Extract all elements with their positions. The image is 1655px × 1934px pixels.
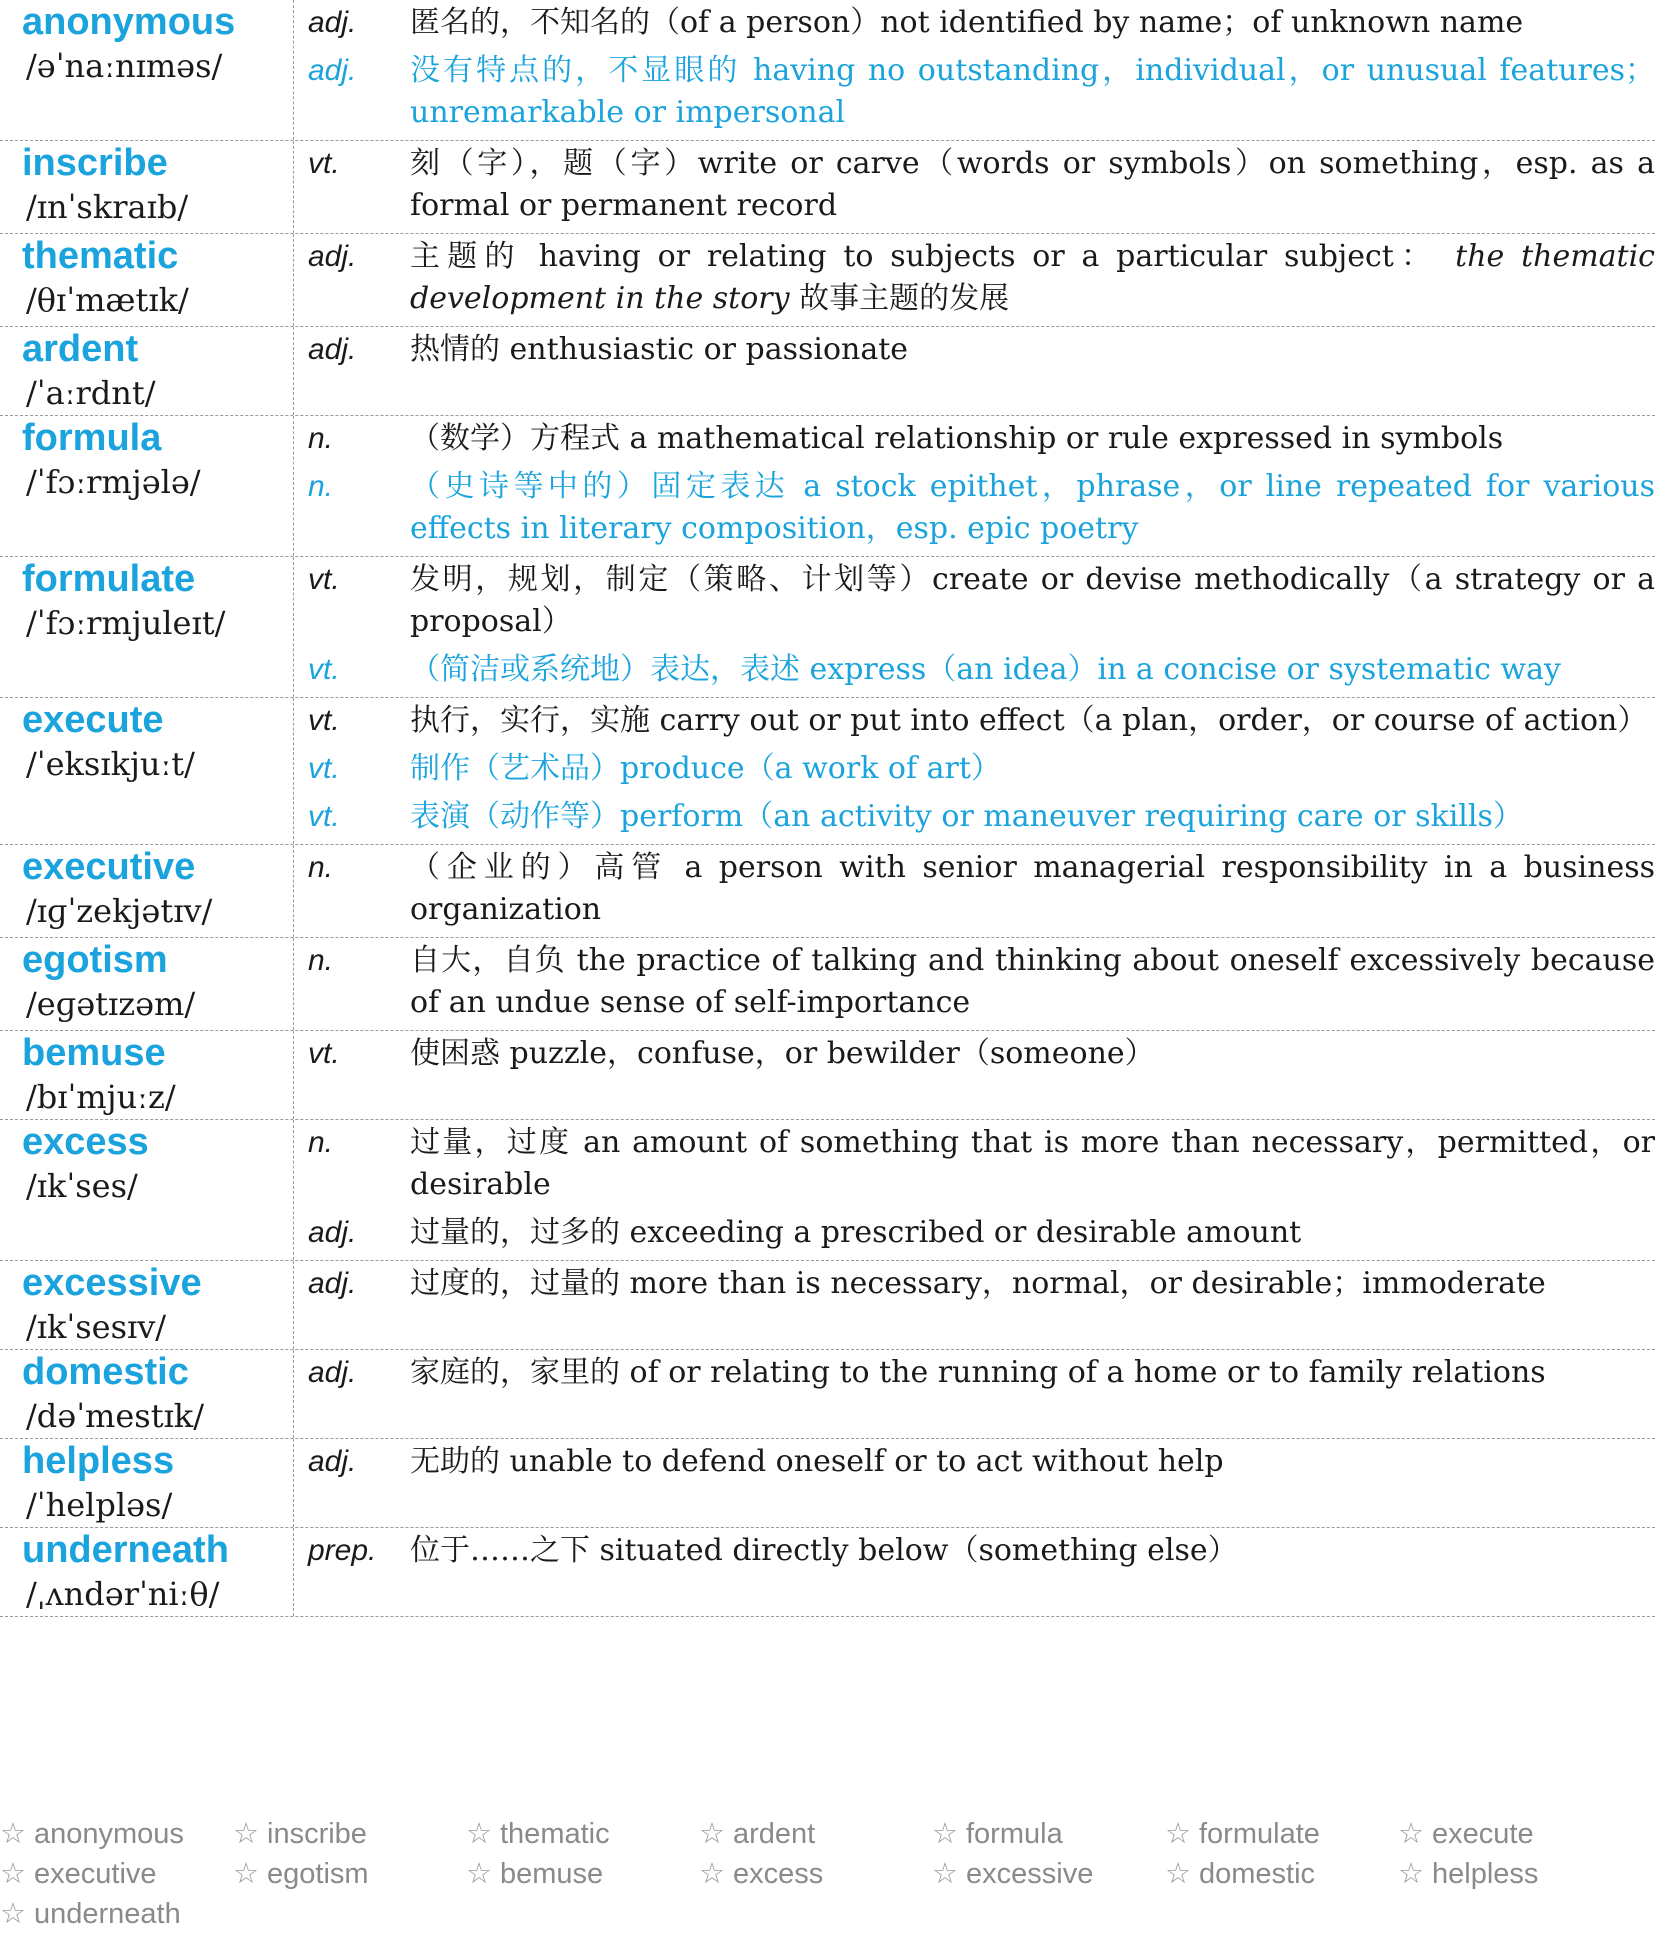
vocab-entry [0,141,1655,234]
headword-cell [0,1439,294,1527]
vocab-entry [0,0,1655,141]
pronunciation: /ɪkˈses/ [26,1167,138,1205]
sense [294,940,1655,1024]
sense [294,1263,1655,1305]
part-of-speech: adj. [308,1216,357,1249]
index-word: egotism [267,1858,369,1890]
definition-cell [294,1120,1655,1260]
definition-cell [294,557,1655,697]
star-icon: ☆ [0,1898,26,1930]
definition [410,466,1655,550]
part-of-speech: vt. [308,653,340,686]
definition-text: （简洁或系统地）表达，表述 express（an idea）in a concise or systematic way [410,652,1561,687]
index-item [466,1814,699,1854]
pronunciation: /ˈfɔːrmjələ/ [26,463,201,501]
part-of-speech: adj. [308,6,357,39]
pronunciation: /ˈhelpləs/ [26,1486,173,1524]
definition-cell [294,1031,1655,1119]
index-word: domestic [1199,1858,1316,1890]
definition [410,418,1655,460]
part-of-speech: n. [308,470,334,503]
headword-cell [0,234,294,326]
index-item [0,1894,233,1934]
definition-text: 刻（字），题（字）write or carve（words or symbols）on something，esp. as a formal or permanent record [410,146,1655,223]
headword: egotism [22,939,168,981]
headword: helpless [22,1440,175,1482]
index-item [466,1854,699,1894]
definition-text: 热情的 enthusiastic or passionate [410,332,909,367]
index-word: excess [733,1858,824,1890]
index-word: anonymous [34,1818,184,1850]
pronunciation: /əˈnaːnɪməs/ [26,47,223,85]
star-icon: ☆ [1165,1858,1191,1890]
definition-text: 制作（艺术品）produce（a work of art） [410,751,1001,786]
vocab-entry [0,1031,1655,1120]
pronunciation: /ɪnˈskraɪb/ [26,188,189,226]
part-of-speech: adj. [308,1445,357,1478]
pronunciation: /θɪˈmætɪk/ [26,281,189,319]
definition [410,847,1655,931]
star-icon: ☆ [1165,1818,1191,1850]
star-icon: ☆ [0,1858,26,1890]
headword: formula [22,417,162,459]
example-sentence: the thematic development in the story [410,239,1655,316]
definition-text: 匿名的，不知名的（of a person）not identified by name；of unknown name [410,5,1524,40]
definition-cell [294,845,1655,937]
star-icon: ☆ [1398,1818,1424,1850]
sense [294,1033,1655,1075]
headword: ardent [22,328,139,370]
headword-cell [0,1528,294,1616]
definition-text: 家庭的，家里的 of or relating to the running of a home or to family relations [410,1355,1546,1390]
index-word: formula [966,1818,1063,1850]
index-row [0,1894,1655,1934]
star-icon: ☆ [1398,1858,1424,1890]
definition [410,940,1655,1024]
star-icon: ☆ [0,1818,26,1850]
definition-text: 自大，自负 the practice of talking and thinking about oneself excessively because of an undue sense of self-importance [410,943,1655,1020]
star-icon: ☆ [932,1858,958,1890]
vocab-entry [0,938,1655,1031]
headword-cell [0,845,294,937]
definition [410,1441,1655,1483]
index-word: bemuse [500,1858,604,1890]
sense [294,1122,1655,1206]
index-item [699,1814,932,1854]
definition-text: （史诗等中的）固定表达 a stock epithet，phrase，or line repeated for various effects in literary composition，esp. epic poetry [410,469,1655,546]
index-item [1165,1854,1398,1894]
pronunciation: /ˈaːrdnt/ [26,374,156,412]
index-word: formulate [1199,1818,1320,1850]
definition-text: 位于……之下 situated directly below（something else） [410,1533,1238,1568]
star-icon: ☆ [932,1818,958,1850]
part-of-speech: vt. [308,704,340,737]
headword-cell [0,698,294,844]
index-item [699,1854,932,1894]
definition-cell [294,1350,1655,1438]
index-item [932,1814,1165,1854]
headword: excess [22,1121,149,1163]
index-word: executive [34,1858,157,1890]
sense [294,466,1655,550]
sense [294,748,1655,790]
index-item [1398,1854,1631,1894]
part-of-speech: prep. [308,1534,377,1567]
headword: excessive [22,1262,202,1304]
sense [294,847,1655,931]
index-item [1398,1814,1631,1854]
definition-cell [294,1528,1655,1616]
part-of-speech: adj. [308,1356,357,1389]
definition [410,748,1655,790]
part-of-speech: vt. [308,752,340,785]
index-word: ardent [733,1818,816,1850]
definition-cell [294,0,1655,140]
index-word: underneath [34,1898,181,1930]
headword-cell [0,0,294,140]
headword: inscribe [22,142,168,184]
part-of-speech: n. [308,422,334,455]
definition-cell [294,234,1655,326]
vocab-entry [0,1120,1655,1261]
sense [294,50,1655,134]
headword-cell [0,416,294,556]
sense [294,143,1655,227]
sense [294,559,1655,643]
sense [294,649,1655,691]
index-item [1165,1814,1398,1854]
pronunciation: /dəˈmestɪk/ [26,1397,204,1435]
vocab-entry [0,698,1655,845]
definition [410,796,1655,838]
definition-cell [294,1261,1655,1349]
definition [410,1352,1655,1394]
headword: formulate [22,558,196,600]
definition [410,1263,1655,1305]
headword: bemuse [22,1032,166,1074]
sense [294,329,1655,371]
definition-cell [294,1439,1655,1527]
pronunciation: /ɪkˈsesɪv/ [26,1308,167,1346]
headword-cell [0,1350,294,1438]
part-of-speech: n. [308,944,334,977]
definition [410,50,1655,134]
definition-text: 发明，规划，制定（策略、计划等）create or devise methodically（a strategy or a proposal） [410,562,1655,639]
index-item [233,1814,466,1854]
example-translation: 故事主题的发展 [789,281,1010,316]
vocab-entry [0,234,1655,327]
index-item [0,1814,233,1854]
part-of-speech: vt. [308,800,340,833]
headword-cell [0,557,294,697]
definition-text: 使困惑 puzzle，confuse，or bewilder（someone） [410,1036,1155,1071]
sense [294,1212,1655,1254]
part-of-speech: vt. [308,563,340,596]
headword: anonymous [22,1,236,43]
headword-cell [0,327,294,415]
star-icon: ☆ [466,1858,492,1890]
index-row [0,1814,1655,1854]
index-word: helpless [1432,1858,1539,1890]
headword: executive [22,846,196,888]
vocab-entry [0,1528,1655,1617]
definition-cell [294,698,1655,844]
sense [294,1441,1655,1483]
headword-cell [0,1120,294,1260]
definition-cell [294,141,1655,233]
pronunciation: /ˈfɔːrmjuleɪt/ [26,604,226,642]
part-of-speech: vt. [308,147,340,180]
definition-text: 没有特点的，不显眼的 having no outstanding，individual，or unusual features；unremarkable or impersonal [410,53,1655,130]
definition-cell [294,416,1655,556]
definition-text: 过量的，过多的 exceeding a prescribed or desirable amount [410,1215,1302,1250]
definition [410,329,1655,371]
index-item [233,1854,466,1894]
headword-cell [0,1031,294,1119]
definition-text: 执行，实行，实施 carry out or put into effect（a plan，order，or course of action） [410,703,1648,738]
star-icon: ☆ [233,1818,259,1850]
definition-text: （数学）方程式 a mathematical relationship or rule expressed in symbols [410,421,1504,456]
definition [410,143,1655,227]
definition-text: 过度的，过量的 more than is necessary，normal，or desirable；immoderate [410,1266,1546,1301]
vocab-entry [0,1261,1655,1350]
definition-cell [294,327,1655,415]
word-index [0,1814,1655,1934]
definition-text: 过量，过度 an amount of something that is more than necessary，permitted，or desirable [410,1125,1655,1202]
vocab-entry [0,557,1655,698]
index-item [932,1854,1165,1894]
definition [410,1033,1655,1075]
part-of-speech: n. [308,1126,334,1159]
star-icon: ☆ [466,1818,492,1850]
definition-cell [294,938,1655,1030]
vocab-entry [0,1350,1655,1439]
headword-cell [0,141,294,233]
sense [294,1530,1655,1572]
sense [294,700,1655,742]
pronunciation: /ɪɡˈzekjətɪv/ [26,892,213,930]
sense [294,236,1655,320]
index-word: excessive [966,1858,1094,1890]
pronunciation: /eɡətɪzəm/ [26,985,196,1023]
headword-cell [0,938,294,1030]
part-of-speech: adj. [308,240,357,273]
index-item [0,1854,233,1894]
definition [410,236,1655,320]
definition [410,559,1655,643]
sense [294,796,1655,838]
pronunciation: /ˌʌndərˈniːθ/ [26,1575,220,1613]
definition [410,700,1655,742]
definition [410,1122,1655,1206]
headword: domestic [22,1351,189,1393]
headword: execute [22,699,164,741]
part-of-speech: vt. [308,1037,340,1070]
headword: underneath [22,1529,229,1571]
definition [410,2,1655,44]
star-icon: ☆ [699,1858,725,1890]
definition-text: 表演（动作等）perform（an activity or maneuver requiring care or skills） [410,799,1523,834]
definition-text: 主题的 having or relating to subjects or a particular subject： [410,239,1439,274]
pronunciation: /ˈeksɪkjuːt/ [26,745,195,783]
vocab-entry [0,845,1655,938]
index-row [0,1854,1655,1894]
sense [294,418,1655,460]
part-of-speech: n. [308,851,334,884]
vocab-entry [0,327,1655,416]
headword: thematic [22,235,179,277]
vocab-entry [0,416,1655,557]
sense [294,2,1655,44]
sense [294,1352,1655,1394]
pronunciation: /bɪˈmjuːz/ [26,1078,176,1116]
index-word: execute [1432,1818,1534,1850]
definition-text: 无助的 unable to defend oneself or to act without help [410,1444,1224,1479]
index-word: thematic [500,1818,610,1850]
definition [410,1530,1655,1572]
star-icon: ☆ [699,1818,725,1850]
definition [410,1212,1655,1254]
definition-text: （企业的）高管 a person with senior managerial responsibility in a business organization [410,850,1655,927]
definition [410,649,1655,691]
part-of-speech: adj. [308,1267,357,1300]
vocab-entry [0,1439,1655,1528]
star-icon: ☆ [233,1858,259,1890]
headword-cell [0,1261,294,1349]
index-word: inscribe [267,1818,367,1850]
part-of-speech: adj. [308,333,357,366]
part-of-speech: adj. [308,54,357,87]
